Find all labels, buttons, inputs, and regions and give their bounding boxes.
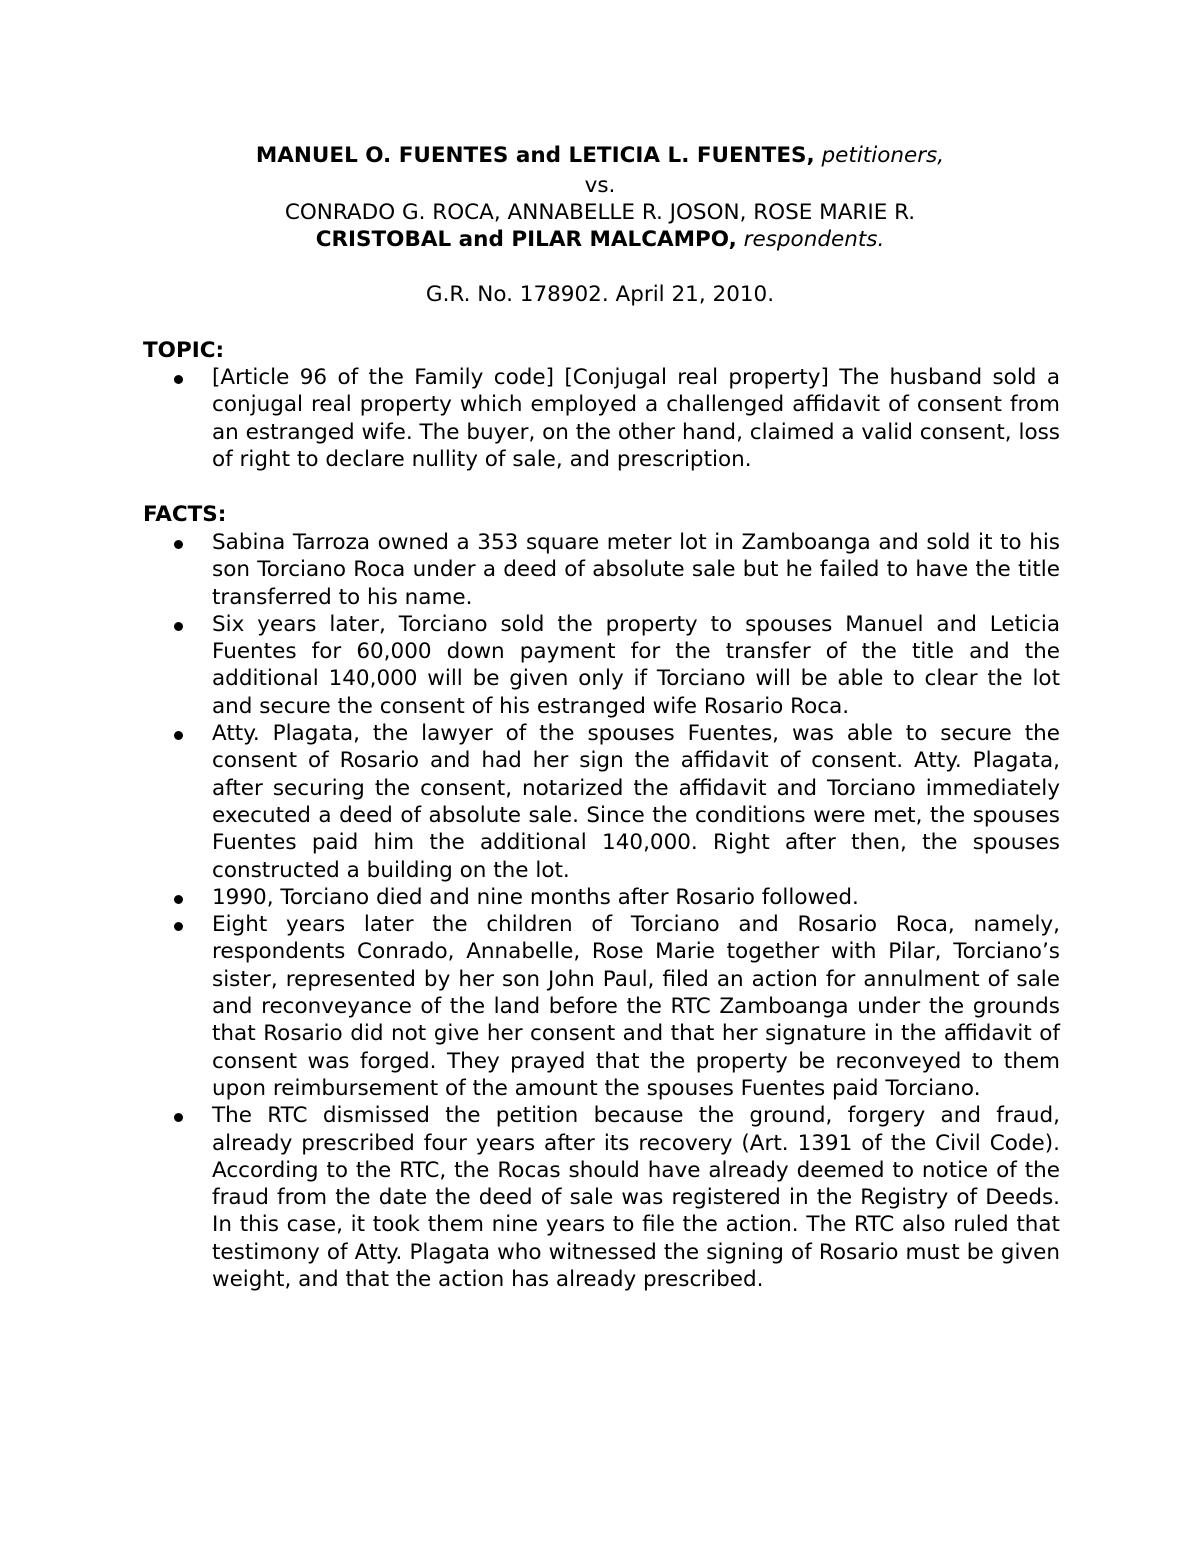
respondents-line-2 [140,226,1060,253]
respondents-role: respondents. [743,227,885,252]
topic-item-text: [Article 96 of the Family code] [Conjugal real property] The husband sold a conjugal real property which employed a challenged affidavit of consent from an estranged wife. The buyer, on the other hand, claimed a valid consent, loss of right to declare nullity of sale, and prescription. [212,365,1060,472]
bullet-icon [174,731,183,740]
versus-line: vs. [584,173,616,198]
petitioners-role: petitioners, [821,143,945,168]
bullet-icon [174,1113,183,1122]
facts-item [143,720,1060,884]
bullet-icon [174,375,183,384]
facts-item [143,911,1060,1102]
facts-item-text: 1990, Torciano died and nine months after Rosario followed. [212,884,859,910]
facts-item-text: Atty. Plagata, the lawyer of the spouses Fuentes, was able to secure the consent of Rosario and had her sign the affidavit of consent. Atty. Plagata, after securing the consent, notarized the affidavit and Torciano immediately executed a deed of absolute sale. Since the conditions were met, the spouses Fuentes paid him the additional 140,000. Right after then, the spouses constructed a building on the lot. [212,721,1060,883]
bullet-icon [174,922,183,931]
facts-item-text: Eight years later the children of Torciano and Rosario Roca, namely, respondents Conrado, Annabelle, Rose Marie together with Pilar, Torciano’s sister, represented by her son John Paul, filed an action for annulment of sale and reconveyance of the land before the RTC Zamboanga under the grounds that Rosario did not give her consent and that her signature in the affidavit of consent was forged. They prayed that the property be reconveyed to them upon reimbursement of the amount the spouses Fuentes paid Torciano. [212,912,1060,1101]
topic-item [143,364,1060,473]
facts-item [143,611,1060,720]
respondents-line-1: CONRADO G. ROCA, ANNABELLE R. JOSON, ROSE MARIE R. [284,200,916,225]
facts-item-text: The RTC dismissed the petition because the ground, forgery and fraud, already prescribed four years after its recovery (Art. 1391 of the Civil Code). According to the RTC, the Rocas should have already deemed to notice of the fraud from the date the deed of sale was registered in the Registry of Deeds. In this case, it took them nine years to file the action. The RTC also ruled that testimony of Atty. Plagata who witnessed the signing of Rosario must be given weight, and that the action has already prescribed. [212,1103,1060,1293]
facts-list [143,529,1060,1293]
case-number: G.R. No. 178902. April 21, 2010. [425,282,775,307]
bullet-icon [174,895,183,904]
facts-item-text: Sabina Tarroza owned a 353 square meter lot in Zamboanga and sold it to his son Torciano Roca under a deed of absolute sale but he failed to have the title transferred to his name. [212,530,1060,610]
facts-heading: FACTS: [143,502,227,527]
topic-list [143,364,1060,473]
petitioners-names: MANUEL O. FUENTES and LETICIA L. FUENTES, [255,143,815,168]
topic-heading: TOPIC: [143,338,225,363]
bullet-icon [174,622,183,631]
respondents-names: CRISTOBAL and PILAR MALCAMPO, [315,227,737,252]
bullet-icon [174,540,183,549]
facts-item [143,529,1060,611]
facts-item [143,1102,1060,1293]
petitioners-line [140,142,1060,169]
facts-item-text: Six years later, Torciano sold the property to spouses Manuel and Leticia Fuentes for 60,000 down payment for the transfer of the title and the additional 140,000 will be given only if Torciano will be able to clear the lot and secure the consent of his estranged wife Rosario Roca. [212,611,1060,719]
facts-item [143,884,1060,911]
